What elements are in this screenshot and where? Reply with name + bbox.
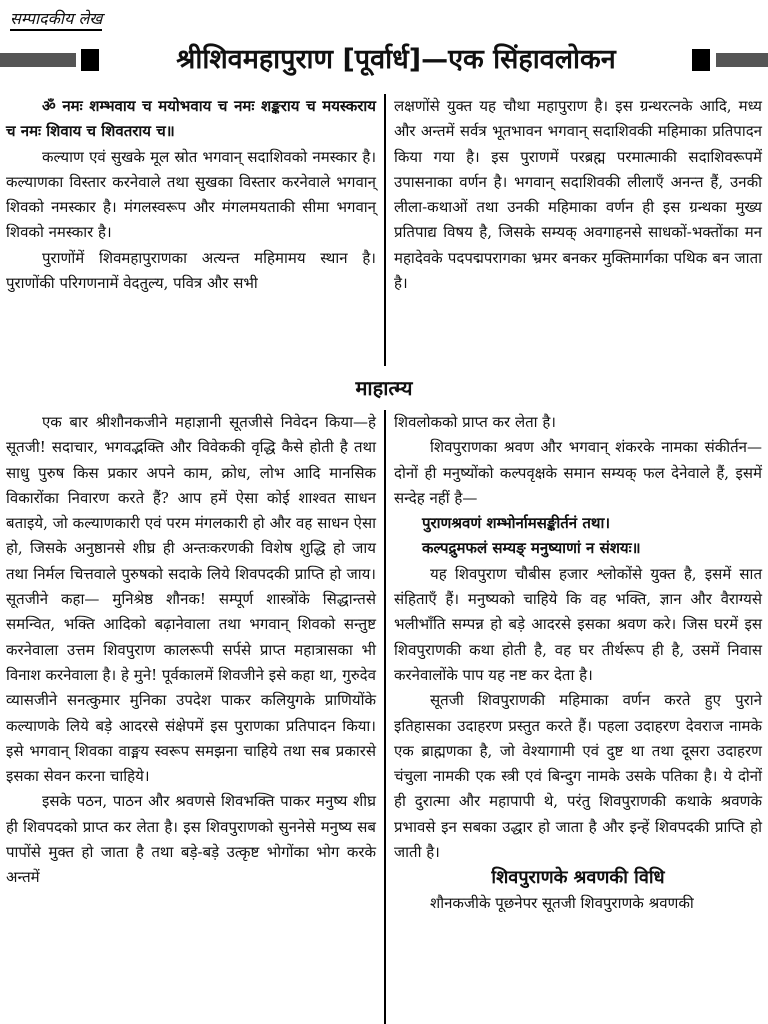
mahatmya-paragraph: शौनकजीके पूछनेपर सूतजी शिवपुराणके श्रवणकी <box>430 893 694 912</box>
title-bar-right <box>716 53 768 67</box>
sanskrit-verse-line: कल्पद्रुमफलं सम्यङ् मनुष्याणां न संशयः॥ <box>422 539 641 558</box>
mahatmya-paragraph: यह शिवपुराण चौबीस हजार श्लोकोंसे युक्त है, इसमें सात संहिताएँ हैं। मनुष्यको चाहिये कि वह भक्ति, ज्ञान और वैराग्यसे भलीभाँति सम्पन्न हो बड़े आदरसे इसका श्रवण करे। जिस घरमें इस शिवपुराणकी कथा होती है, वह घर तीर्थरूप ही है, उसमें निवास करनेवालोंके पाप यह नष्ट कर देता है। <box>394 564 762 684</box>
mahatmya-right-column <box>394 410 762 916</box>
mahatmya-heading: माहात्म्य <box>355 376 413 400</box>
title-square-right <box>692 49 710 71</box>
mahatmya-paragraph: इसके पठन, पाठन और श्रवणसे शिवभक्ति पाकर मनुष्य शीघ्र ही शिवपदको प्राप्त कर लेता है। इस शिवपुराणको सुननेसे मनुष्य सब पापोंसे मुक्त हो जाता है तथा बड़े-बड़े उत्कृष्ट भोगोंका भोग करके अन्तमें <box>6 792 376 887</box>
title-bar-left <box>0 53 76 67</box>
title-square-left <box>81 49 99 71</box>
sanskrit-verse-line: पुराणश्रवणं शम्भोर्नामसङ्कीर्तनं तथा। <box>422 514 611 533</box>
mahatmya-paragraph: एक बार श्रीशौनकजीने महाज्ञानी सूतजीसे निवेदन किया—हे सूतजी! सदाचार, भगवद्भक्ति और विवेककी वृद्धि कैसे होती है तथा साधु पुरुष किस प्रकार अपने काम, क्रोध, लोभ आदि मानसिक विकारोंका निवारण करते हैं? आप हमें ऐसा कोई शाश्वत साधन बताइये, जो कल्याणकारी एवं परम मंगलकारी हो और वह साधन ऐसा हो, जिसके अनुष्ठानसे शीघ्र ही अन्तःकरणकी विशेष शुद्धि हो जाय तथा निर्मल चित्तवाले पुरुषको सदाके लिये शिवपदकी प्राप्ति हो जाय। सूतजीने कहा— मुनिश्रेष्ठ शौनक! सम्पूर्ण शास्त्रोंके सिद्धान्तसे समन्वित, भक्ति आदिको बढ़ानेवाला तथा भगवान् शिवको सन्तुष्ट करनेवाला उत्तम शिवपुराण कालरूपी सर्पसे प्राप्त महात्रासका भी विनाश करनेवाला है। हे मुने! पूर्वकालमें शिवजीने इसे कहा था, गुरुदेव व्यासजीने सनत्कुमार मुनिका उपदेश पाकर कलियुगके प्राणियोंके कल्याणके लिये बड़े आदरसे संक्षेपमें इस पुराणका प्रतिपादन किया। इसे भगवान् शिवका वाङ्मय स्वरूप समझना चाहिये तथा सब प्रकारसे इसका सेवन करना चाहिये। <box>6 413 376 786</box>
column-divider <box>384 410 386 1024</box>
section-label: सम्पादकीय लेख <box>10 10 102 31</box>
intro-right-column <box>394 94 762 296</box>
mahatmya-left-column <box>6 410 376 891</box>
column-divider <box>384 94 386 366</box>
shravan-vidhi-subheading: शिवपुराणके श्रवणकी विधि <box>491 867 665 889</box>
intro-paragraph: पुराणोंमें शिवमहापुराणका अत्यन्त महिमामय स्थान है। पुराणोंकी परिगणनामें वेदतुल्य, पवित्र और सभी <box>6 248 376 293</box>
mahatmya-paragraph: सूतजी शिवपुराणकी महिमाका वर्णन करते हुए पुराने इतिहासका उदाहरण प्रस्तुत करते हैं। पहला उदाहरण देवराज नामके एक ब्राह्मणका है, जो वेश्यागामी एवं दुष्ट था तथा दूसरा उदाहरण चंचुला नामकी एक स्त्री एवं बिन्दुग नामके उसके पतिका है। ये दोनों ही दुरात्मा और महापापी थे, परंतु शिवपुराणकी कथाके श्रवणके प्रभावसे इन सबका उद्धार हो जाता है और इन्हें शिवपदकी प्राप्ति हो जाती है। <box>394 691 762 862</box>
intro-left-column <box>6 94 376 296</box>
page-title: श्रीशिवमहापुराण [पूर्वार्ध]—एक सिंहावलोकन <box>176 44 616 75</box>
mahatmya-paragraph: शिवलोकको प्राप्त कर लेता है। <box>394 413 556 431</box>
mahatmya-paragraph: शिवपुराणका श्रवण और भगवान् शंकरके नामका संकीर्तन—दोनों ही मनुष्योंको कल्पवृक्षके समान सम्यक् फल देनेवाले हैं, इसमें सन्देह नहीं है— <box>394 438 762 507</box>
invocation-mantra: ॐ नमः शम्भवाय च मयोभवाय च नमः शङ्कराय च मयस्कराय च नमः शिवाय च शिवतराय च॥ <box>6 97 376 141</box>
intro-paragraph: कल्याण एवं सुखके मूल स्रोत भगवान् सदाशिवको नमस्कार है। कल्याणका विस्तार करनेवाले तथा सुखका विस्तार करनेवाले भगवान् शिवको नमस्कार है। मंगलस्वरूप और मंगलमयताकी सीमा भगवान् शिवको नमस्कार है। <box>6 147 376 242</box>
title-banner <box>0 40 768 86</box>
intro-paragraph: लक्षणोंसे युक्त यह चौथा महापुराण है। इस ग्रन्थरत्नके आदि, मध्य और अन्तमें सर्वत्र भूतभावन भगवान् सदाशिवकी महिमाका प्रतिपादन किया गया है। इस पुराणमें परब्रह्म परमात्माकी सदाशिवरूपमें उपासनाका वर्णन है। भगवान् सदाशिवकी लीलाएँ अनन्त हैं, उनकी लीला-कथाओं तथा उनकी महिमाका वर्णन ही इस ग्रन्थका मुख्य प्रतिपाद्य विषय है, जिसके सम्यक् अवगाहनसे साधकों-भक्तोंका मन महादेवके पदपद्मपरागका भ्रमर बनकर मुक्तिमार्गका पथिक बन जाता है। <box>394 97 762 293</box>
